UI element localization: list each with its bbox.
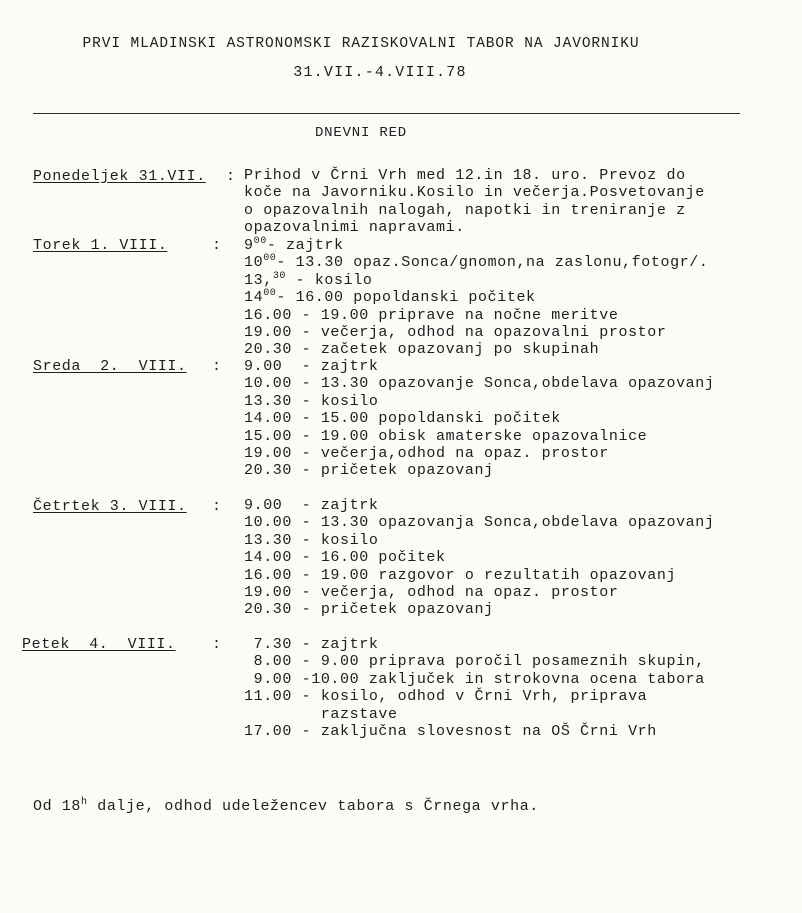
schedule-item: 7.30 - zajtrk <box>244 636 379 653</box>
schedule-item: 19.00 - večerja,odhod na opaz. prostor <box>244 445 609 463</box>
schedule-item: 20.30 - pričetek opazovanj <box>244 601 494 619</box>
document-subtitle: DNEVNI RED <box>314 125 407 141</box>
day-colon: : <box>226 168 236 185</box>
schedule-list <box>244 497 714 619</box>
document-dates: 31.VII.-4.VIII.78 <box>293 64 467 81</box>
schedule-item: 10.00 - 13.30 opazovanja Sonca,obdelava opazovanj <box>244 514 715 532</box>
schedule-item: razstave <box>244 705 398 723</box>
schedule-item: 10.00 - 13.30 opazovanje Sonca,obdelava opazovanj <box>244 375 715 393</box>
day-label: Sreda 2. VIII. <box>33 358 187 375</box>
schedule-list <box>244 636 705 740</box>
schedule-item: 13,30 - kosilo <box>244 270 373 289</box>
schedule-item: 16.00 - 19.00 priprave na nočne meritve <box>244 306 619 324</box>
schedule-list <box>244 237 708 359</box>
schedule-item: 15.00 - 19.00 obisk amaterske opazovalnice <box>244 427 648 445</box>
divider <box>33 113 740 114</box>
description-line: opazovalnimi napravami. <box>244 219 465 237</box>
schedule-list <box>244 358 714 480</box>
schedule-item: 11.00 - kosilo, odhod v Črni Vrh, priprava <box>244 688 648 706</box>
schedule-item: 19.00 - večerja, odhod na opaz. prostor <box>244 584 619 602</box>
schedule-item: 14.00 - 16.00 počitek <box>244 549 446 567</box>
schedule-item: 9.00 - zajtrk <box>244 358 379 375</box>
schedule-item: $14^{00}-$ 16.00 popoldanski počitek <box>244 288 536 307</box>
schedule-item: 9.00 - zajtrk <box>244 497 379 514</box>
schedule-item: $9^{00}-$ zajtrk <box>244 236 344 254</box>
schedule-item: $10^{00}-$ 13.30 opaz.Sonca/gnomon,na zaslonu,fotogr/. <box>244 253 709 272</box>
schedule-item: 16.00 - 19.00 razgovor o rezultatih opazovanj <box>244 566 677 584</box>
day-label: Ponedeljek 31.VII. <box>33 168 206 185</box>
day-colon: : <box>212 498 222 515</box>
description-line: koče na Javorniku.Kosilo in večerja.Posvetovanje <box>244 184 705 202</box>
day-colon: : <box>212 358 222 375</box>
schedule-item: 13.30 - kosilo <box>244 392 379 410</box>
schedule-item: 19.00 - večerja, odhod na opazovalni prostor <box>244 324 667 342</box>
description-line: Prihod v Črni Vrh med 12.in 18. uro. Prevoz do <box>244 167 686 184</box>
schedule-item: 8.00 - 9.00 priprava poročil posameznih skupin, <box>244 653 705 671</box>
schedule-item: 13.30 - kosilo <box>244 531 379 549</box>
schedule-item: 9.00 -10.00 zaključek in strokovna ocena tabora <box>244 670 705 688</box>
footer-note: Od 18$^h$ dalje, odhod udeležencev tabora s Črnega vrha. <box>33 797 539 815</box>
schedule-item: 17.00 - zaključna slovesnost na OŠ Črni Vrh <box>244 723 657 741</box>
day-description <box>244 167 705 237</box>
day-colon: : <box>212 636 222 653</box>
day-label: Petek 4. VIII. <box>22 636 176 653</box>
schedule-item: 14.00 - 15.00 popoldanski počitek <box>244 410 561 428</box>
document-title: PRVI MLADINSKI ASTRONOMSKI RAZISKOVALNI TABOR NA JAVORNIKU <box>82 36 640 52</box>
day-label: Četrtek 3. VIII. <box>33 498 187 515</box>
schedule-item: 20.30 - pričetek opazovanj <box>244 462 494 480</box>
day-colon: : <box>212 237 222 254</box>
description-line: o opazovalnih nalogah, napotki in treniranje z <box>244 201 686 219</box>
day-label: Torek 1. VIII. <box>33 237 168 254</box>
schedule-item: 20.30 - začetek opazovanj po skupinah <box>244 341 600 359</box>
